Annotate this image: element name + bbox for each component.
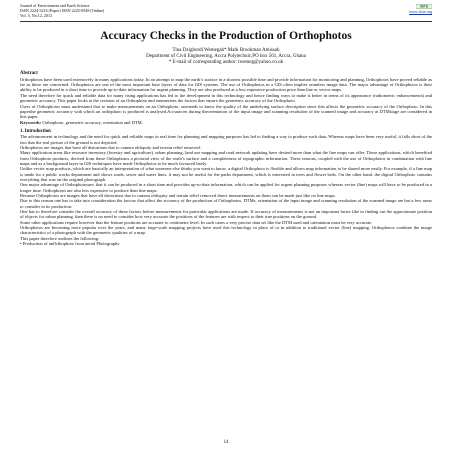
intro-paragraph: Orthophotos are images that have all distortions due to camera obliquity and terrain relief removed. bbox=[20, 144, 201, 150]
keywords-label: Keywords: bbox=[20, 119, 42, 125]
header-divider bbox=[20, 21, 432, 22]
journal-issn: ISSN 2224-3216 (Paper) ISSN 2225-0948 (Online) bbox=[20, 8, 105, 14]
keywords-line bbox=[20, 120, 432, 125]
author-email: * E-mail of corresponding author: twemeg@yahoo.co.uk bbox=[168, 59, 284, 65]
abstract-paragraph: Orthophotos have been used extensively in many applications today. In an attempt to map the earth’s surface in a shortest possible time and provide information for monitoring and planning, Orthophotos have proved reliable as far as these are concerned. Orthophotos are one of the most important base layers of data for GIS systems. The use of Orthophotos in a GIS often implies seamless image data. The major advantage of Orthophotos is their ability to be produced in a short time to provide up-to-date information for urgent planning. They are also produced at a less expensive production price than line or vector maps. bbox=[20, 76, 432, 93]
intro-paragraph: Some other applications require however that the feature positions are accurate to centimetre level. In such cases a very precise data set like the DTM used and orientation must be very accurate. bbox=[20, 219, 373, 225]
paper-title: Accuracy Checks in the Production of Orthophotos bbox=[100, 30, 352, 42]
intro-bullet: • Production of anOrthophoto from aerial Photographs. bbox=[20, 241, 121, 247]
journal-info bbox=[20, 3, 104, 18]
author-names: Tina Dzigbordi Wemegah* Mark Brookman Amissah bbox=[172, 48, 280, 53]
intro-paragraph: This paper therefore outlines the following: bbox=[20, 235, 100, 241]
intro-paragraph: The advancement in technology and the need for quick and reliable maps in real time for planning and mapping purposes has led to finding a way to produce such data. Whereas maps have been very useful, it falls short of the fact that the real picture of the ground is not depicted. bbox=[20, 134, 432, 145]
abstract-paragraph: The need therefore for quick and reliable data for many rising applications has led to the development in this technology and hence finding ways to make it better in terms of its appearance (radiometric enhancements) and geometric accuracy. This paper looks at the creation of an Orthophoto and enumerates the factors that ensure the geometric accuracy of the Orthophoto. bbox=[20, 92, 432, 104]
journal-volume: Vol. 3, No.12, 2013 bbox=[20, 13, 53, 19]
abstract-paragraph: Users of Orthophotos must understand that to make measurements on an Orthophoto, oneneeds to know the quality of the underlying surface description since this affects the geometric accuracy of the Orthophoto. In this paperthe geometric accuracy with which an orthophoto is produced is analysed.Accuracies during theorientation of the input image and scanning resolution of the scanned image and accuracy at DTMstage are considered in this paper. bbox=[20, 103, 432, 120]
journal-header bbox=[20, 3, 432, 20]
intro-paragraph: Unlike vector map products, which are basically an interpretation of what someone else thinks you want to know, a digital Orthophoto is flexible and allows map information to be shared more easily. For example, if a line map is made for a public works department and shows roads, sewer and water lines, it may not be useful for the parks department, which is interested in trees and flower beds. On the other hand, the digital Orthophoto contains everything that was on the original photograph. bbox=[20, 166, 432, 183]
journal-url[interactable]: www.iiste.org bbox=[409, 8, 432, 14]
intro-paragraph: One major advantage of Orthophotosare, that it can be produced in a short time and provides up-to-date information, which can be applied for urgent planning purposes whereas vector (line) maps will have to be produced in a longer time. Orthophotos are also less expensive to produce than line maps. bbox=[20, 182, 432, 193]
author-block bbox=[20, 48, 432, 65]
intro-paragraph: Orthophotos are becoming more popular over the years, and many large-scale mapping projects have used this technology in place of or in addition to traditional vector (line) mapping. Orthophotos combine the image characteristics of a photograph with the geometric qualities of a map. bbox=[20, 225, 432, 236]
author-affiliation: Department of Civil Engineering, Accra Polytechnic,PO box 561, Accra, Ghana bbox=[146, 53, 306, 59]
journal-brand bbox=[409, 3, 432, 14]
page-number: 14 bbox=[223, 440, 229, 445]
intro-paragraph: Due to this reason one has to take into consideration the factors that affect the accuracy of the production of Orthophotos. DTMs, orientation of the input image and scanning resolution of the scanned image are but a few areas to consider in its production. bbox=[20, 198, 432, 209]
journal-name: Journal of Environment and Earth Science bbox=[20, 3, 90, 8]
keywords-text: Orthophoto, geometric accuracy, orientation and DTM. bbox=[42, 119, 143, 125]
intro-paragraph: One has to therefore consider the overall accuracy of these factors before measurements for particular applications are made. If accuracy of measurements is not an important factor like in finding out the approximate position of objects for urban planning, then there is no need to consider how very accurate the positions of the features are with respect to their true positions on the ground. bbox=[20, 209, 432, 220]
paper-page bbox=[20, 3, 432, 247]
abstract-heading: Abstract bbox=[20, 71, 38, 77]
intro-paragraph: Because Orthophotos are images that have all distortions due to camera obliquity and terrain relief removed direct measurements on them can be made just like on line maps. bbox=[20, 193, 336, 199]
svg-text:IISTE: IISTE bbox=[419, 4, 429, 9]
introduction-heading: 1. Introduction bbox=[20, 128, 51, 134]
iiste-logo-mark bbox=[416, 4, 432, 9]
intro-paragraph: Many application areas like resource inventory (forestry and agriculture), urban planning, land use mapping and road network updating have desired more than what the line maps can offer. These applications, which benefited from Orthophoto products, derived from these Orthophotos a pictorial view of the earth’s surface and a completeness of topographic information. These reasons, coupled with the use of Orthophotos in combination with line maps and as a background layer in GIS techniques have made Orthophotos to be much favoured lately. bbox=[20, 150, 432, 167]
